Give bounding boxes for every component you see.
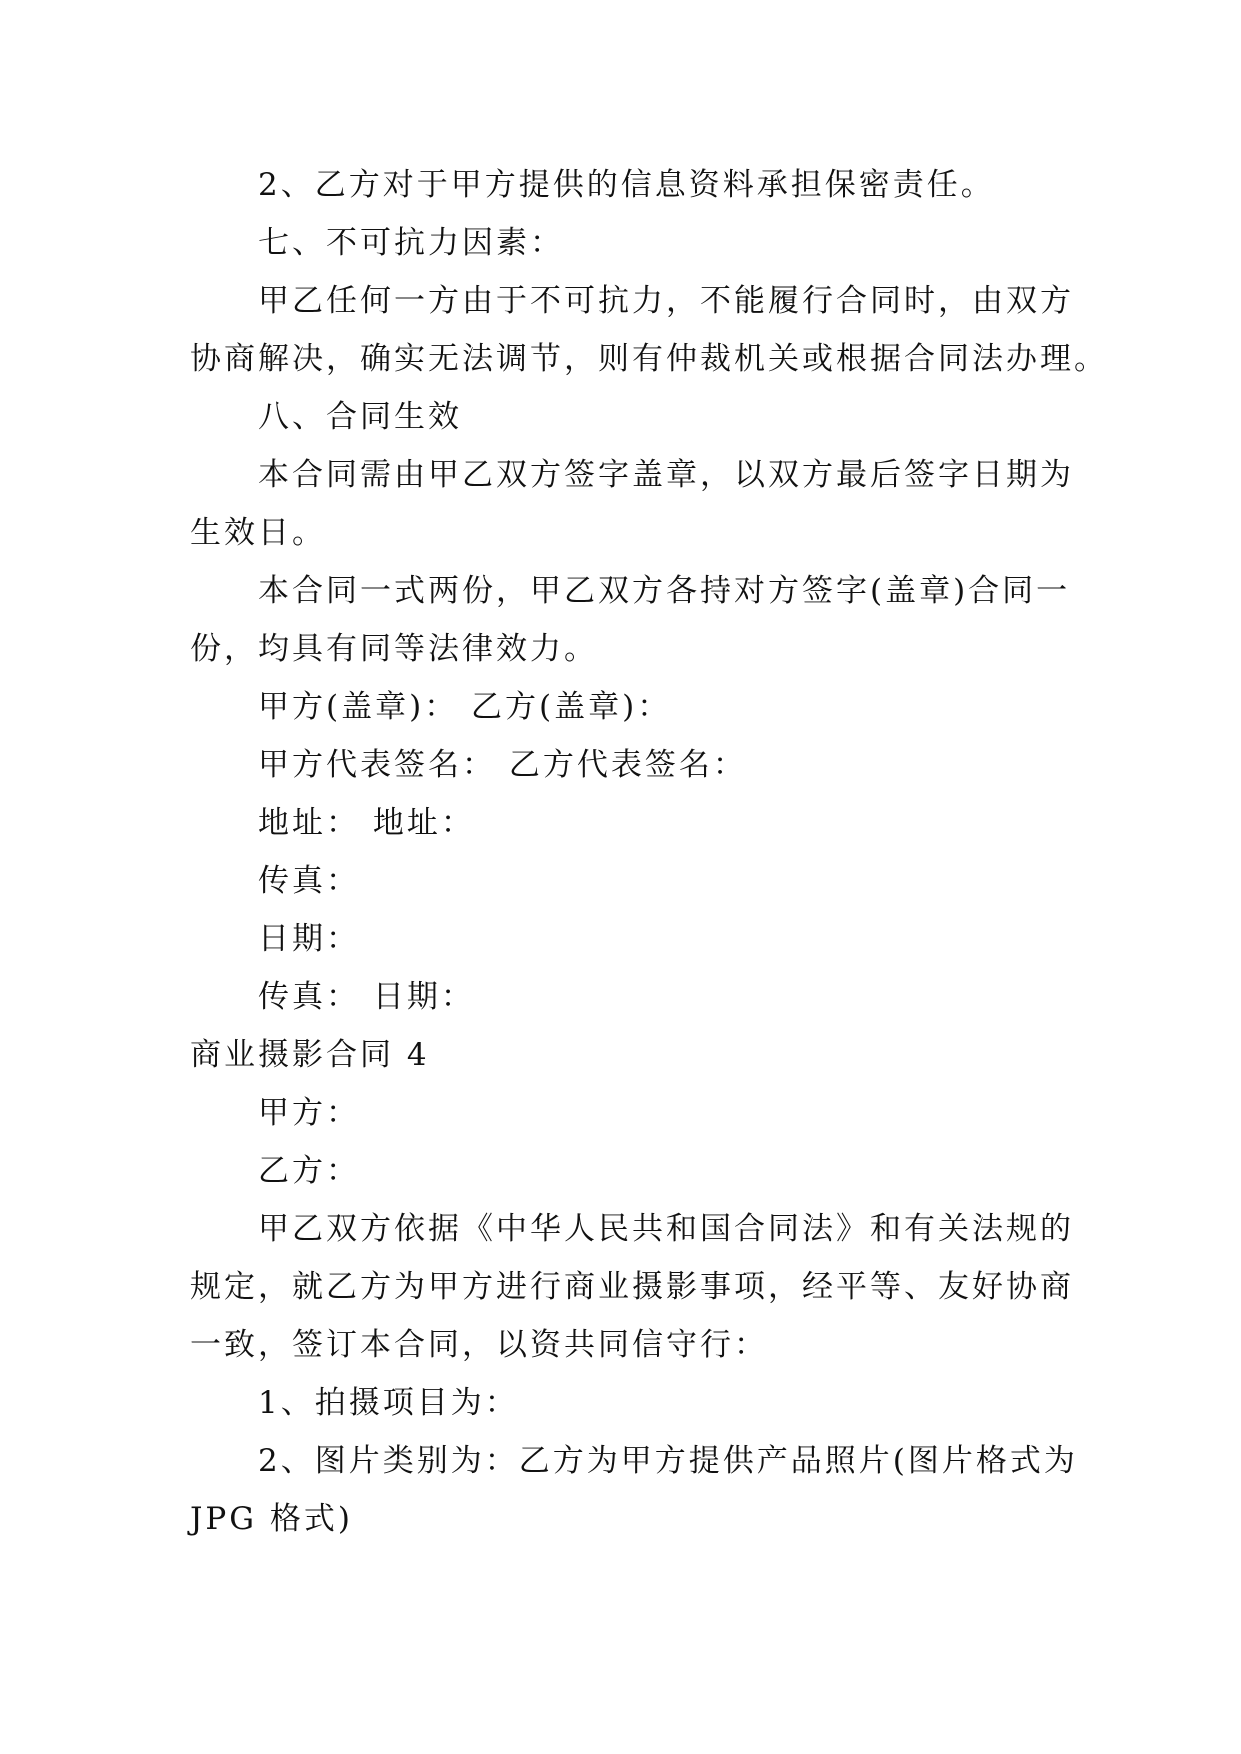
contract-title: 商业摄影合同 4: [190, 1037, 430, 1073]
clause-project: 1、拍摄项目为：: [258, 1385, 519, 1421]
effective-text-line-2: 生效日。: [190, 515, 326, 551]
effective-text-line-1: 本合同需由甲乙双方签字盖章，以双方最后签字日期为: [258, 457, 1074, 493]
clause-image-type-line-2: JPG 格式): [190, 1501, 353, 1537]
section-effective-heading: 八、合同生效: [258, 399, 462, 435]
preamble-line-1: 甲乙双方依据《中华人民共和国合同法》和有关法规的: [258, 1211, 1074, 1247]
section-force-majeure-heading: 七、不可抗力因素：: [258, 225, 564, 261]
date-line: 日期：: [258, 921, 360, 957]
party-b-line: 乙方：: [258, 1153, 360, 1189]
preamble-line-3: 一致，签订本合同，以资共同信守行：: [190, 1327, 768, 1363]
clause-confidentiality: 2、乙方对于甲方提供的信息资料承担保密责任。: [258, 167, 995, 203]
party-a-line: 甲方：: [258, 1095, 360, 1131]
address-line: 地址： 地址：: [258, 805, 475, 841]
fax-line: 传真：: [258, 863, 360, 899]
fax-date-line: 传真： 日期：: [258, 979, 475, 1015]
clause-image-type-line-1: 2、图片类别为：乙方为甲方提供产品照片(图片格式为: [258, 1443, 1078, 1479]
copies-text-line-1: 本合同一式两份，甲乙双方各持对方签字(盖章)合同一: [258, 573, 1071, 609]
force-majeure-text-line-1: 甲乙任何一方由于不可抗力，不能履行合同时，由双方: [258, 283, 1074, 319]
force-majeure-text-line-2: 协商解决，确实无法调节，则有仲裁机关或根据合同法办理。: [190, 341, 1108, 377]
preamble-line-2: 规定，就乙方为甲方进行商业摄影事项，经平等、友好协商: [190, 1269, 1074, 1305]
signature-line: 甲方代表签名： 乙方代表签名：: [258, 747, 747, 783]
copies-text-line-2: 份，均具有同等法律效力。: [190, 631, 598, 667]
seal-line: 甲方(盖章)： 乙方(盖章)：: [258, 689, 672, 725]
